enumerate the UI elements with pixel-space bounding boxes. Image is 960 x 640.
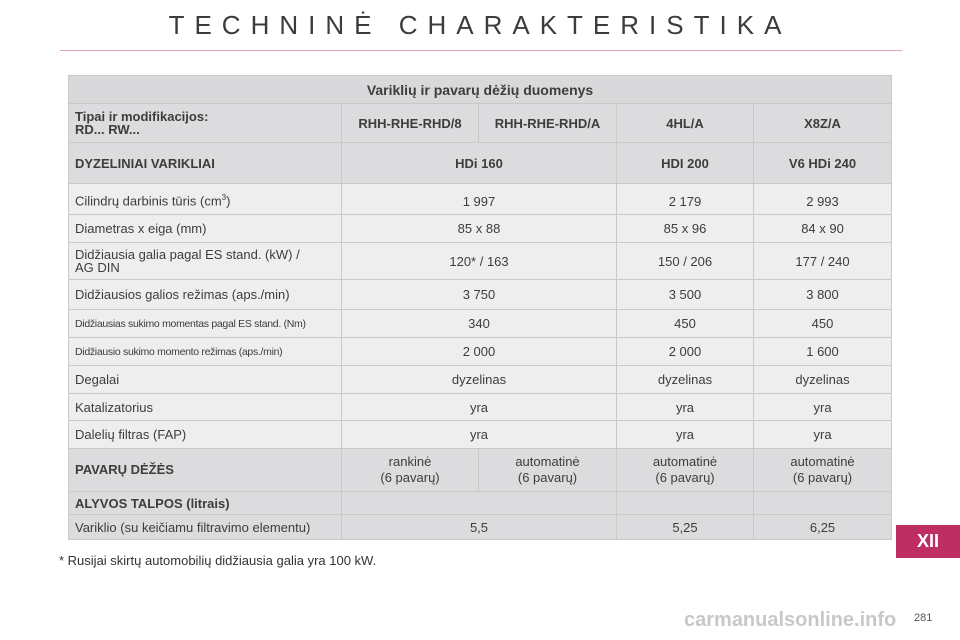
gearbox-label: PAVARŲ DĖŽĖS xyxy=(69,449,342,492)
oil-capacity-row xyxy=(69,515,892,540)
row-value: yra xyxy=(617,394,754,421)
row-value: dyzelinas xyxy=(342,366,617,394)
row-value: dyzelinas xyxy=(617,366,754,394)
row-value: 450 xyxy=(617,310,754,338)
row-value: dyzelinas xyxy=(754,366,892,394)
row-value: 85 x 96 xyxy=(617,215,754,243)
gearbox-cell: automatinė (6 pavarų) xyxy=(617,449,754,492)
row-value: yra xyxy=(754,394,892,421)
row-value: 120* / 163 xyxy=(342,243,617,280)
model-cell: X8Z/A xyxy=(754,104,892,143)
row-value: 2 993 xyxy=(754,184,892,215)
page-title: TECHNINĖ CHARAKTERISTIKA xyxy=(168,10,792,40)
row-label: Didžiausias sukimo momentas pagal ES stand. (Nm) xyxy=(69,310,342,338)
row-value: 2 179 xyxy=(617,184,754,215)
chapter-tab: XII xyxy=(896,525,960,558)
table-row xyxy=(69,215,892,243)
table-row xyxy=(69,366,892,394)
table-row xyxy=(69,280,892,310)
row-value: 177 / 240 xyxy=(754,243,892,280)
model-cell: RHH-RHE-RHD/A xyxy=(479,104,617,143)
row-label: Katalizatorius xyxy=(69,394,342,421)
row-label: Didžiausia galia pagal ES stand. (kW) / AG DIN xyxy=(69,243,342,280)
engines-row xyxy=(69,143,892,184)
row-value: 3 750 xyxy=(342,280,617,310)
engine-gearbox-spec-table xyxy=(68,75,892,540)
row-label: Didžiausios galios režimas (aps./min) xyxy=(69,280,342,310)
engines-label: DYZELINIAI VARIKLIAI xyxy=(69,143,342,184)
row-value: yra xyxy=(342,394,617,421)
oil-capacity-value: 5,5 xyxy=(342,515,617,540)
gearbox-row xyxy=(69,449,892,492)
models-row xyxy=(69,104,892,143)
table-row xyxy=(69,310,892,338)
title-divider xyxy=(60,50,902,51)
engine-cell: HDI 200 xyxy=(617,143,754,184)
row-value: 1 997 xyxy=(342,184,617,215)
gearbox-cell: automatinė (6 pavarų) xyxy=(754,449,892,492)
oil-capacity-value: 6,25 xyxy=(754,515,892,540)
row-value: 340 xyxy=(342,310,617,338)
row-value: yra xyxy=(617,421,754,449)
oil-capacity-title-row xyxy=(69,492,892,515)
row-label: Diametras x eiga (mm) xyxy=(69,215,342,243)
row-label: Dalelių filtras (FAP) xyxy=(69,421,342,449)
table-row xyxy=(69,394,892,421)
table-heading: Variklių ir pavarų dėžių duomenys xyxy=(69,76,892,104)
gearbox-cell: rankinė (6 pavarų) xyxy=(342,449,479,492)
row-value: 3 500 xyxy=(617,280,754,310)
model-cell: RHH-RHE-RHD/8 xyxy=(342,104,479,143)
table-row xyxy=(69,243,892,280)
row-value: 1 600 xyxy=(754,338,892,366)
model-cell: 4HL/A xyxy=(617,104,754,143)
row-value: 150 / 206 xyxy=(617,243,754,280)
row-label: Cilindrų darbinis tūris $(cm^3)$ xyxy=(69,184,342,215)
row-value: 84 x 90 xyxy=(754,215,892,243)
table-row xyxy=(69,338,892,366)
row-label: Didžiausio sukimo momento režimas (aps./min) xyxy=(69,338,342,366)
oil-capacity-title: ALYVOS TALPOS (litrais) xyxy=(69,492,342,515)
watermark: carmanualsonline.info xyxy=(684,609,897,631)
oil-capacity-value: 5,25 xyxy=(617,515,754,540)
row-value: yra xyxy=(754,421,892,449)
row-label: Degalai xyxy=(69,366,342,394)
table-row xyxy=(69,184,892,215)
row-value: 2 000 xyxy=(617,338,754,366)
page-number: 281 xyxy=(914,612,933,624)
row-value: 2 000 xyxy=(342,338,617,366)
footnote: * Rusijai skirtų automobilių didžiausia galia yra 100 kW. xyxy=(59,553,377,568)
row-value: 450 xyxy=(754,310,892,338)
row-value: 85 x 88 xyxy=(342,215,617,243)
table-heading-row xyxy=(69,76,892,104)
engine-cell: V6 HDi 240 xyxy=(754,143,892,184)
table-row xyxy=(69,421,892,449)
row-value: 3 800 xyxy=(754,280,892,310)
engine-cell: HDi 160 xyxy=(342,143,617,184)
oil-capacity-label: Variklio (su keičiamu filtravimo elementu) xyxy=(69,515,342,540)
gearbox-cell: automatinė (6 pavarų) xyxy=(479,449,617,492)
models-label: Tipai ir modifikacijos: RD... RW... xyxy=(69,104,342,143)
row-value: yra xyxy=(342,421,617,449)
